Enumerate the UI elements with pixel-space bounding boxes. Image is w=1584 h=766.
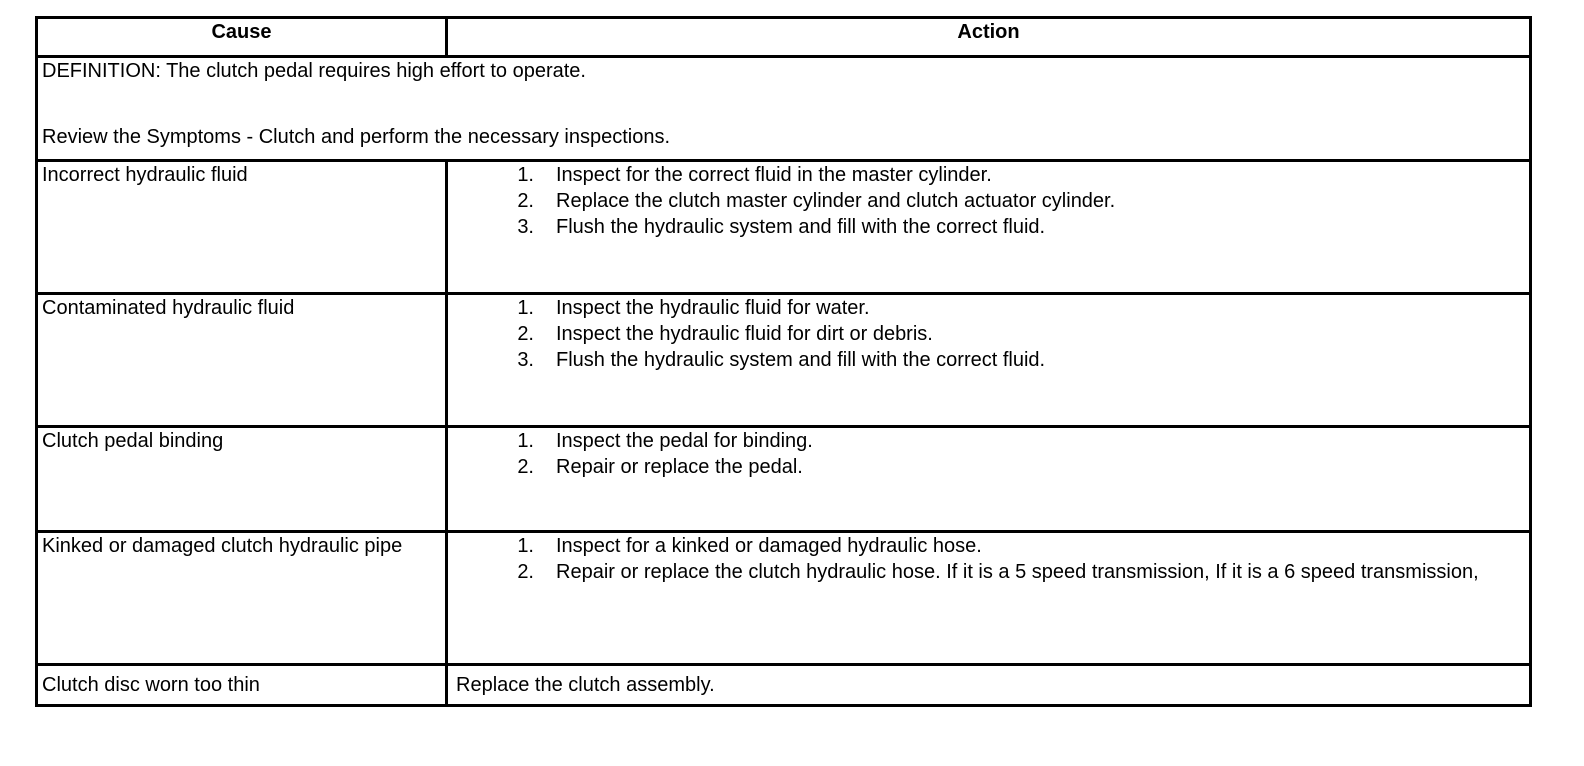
table-row xyxy=(37,294,1531,427)
list-item xyxy=(452,347,1525,373)
step-number: 1. xyxy=(517,297,534,319)
step-text: Repair or replace the pedal. xyxy=(556,456,803,478)
action-cell xyxy=(447,161,1531,294)
diagnostic-table xyxy=(35,16,1532,707)
step-number: 3. xyxy=(517,216,534,238)
list-item xyxy=(452,162,1525,188)
action-cell xyxy=(447,665,1531,706)
table-row xyxy=(37,427,1531,532)
table-row xyxy=(37,665,1531,706)
header-row xyxy=(37,18,1531,57)
review-text: Review the Symptoms - Clutch and perform the necessary inspections. xyxy=(42,126,671,148)
step-list xyxy=(452,162,1525,240)
definition-cell xyxy=(37,57,1531,161)
list-item xyxy=(452,321,1525,347)
step-text: Inspect for the correct fluid in the master cylinder. xyxy=(556,164,992,186)
definition-text: DEFINITION: The clutch pedal requires high effort to operate. xyxy=(42,60,586,82)
step-number: 2. xyxy=(517,561,534,583)
list-item xyxy=(452,454,1525,480)
step-number: 1. xyxy=(517,164,534,186)
step-list xyxy=(452,428,1525,480)
action-header: Action xyxy=(447,18,1531,57)
step-number: 2. xyxy=(517,323,534,345)
step-number: 1. xyxy=(517,535,534,557)
step-text: Flush the hydraulic system and fill with the correct fluid. xyxy=(556,349,1046,371)
list-item xyxy=(452,559,1525,585)
step-number: 2. xyxy=(517,190,534,212)
step-number: 3. xyxy=(517,349,534,371)
step-list xyxy=(452,533,1525,585)
step-list xyxy=(452,295,1525,373)
action-cell xyxy=(447,532,1531,665)
action-text: Replace the clutch assembly. xyxy=(456,674,715,696)
list-item xyxy=(452,533,1525,559)
cause-cell: Clutch pedal binding xyxy=(37,427,447,532)
definition-row xyxy=(37,57,1531,161)
cause-cell: Clutch disc worn too thin xyxy=(37,665,447,706)
table-row xyxy=(37,161,1531,294)
step-number: 1. xyxy=(517,430,534,452)
step-text: Inspect for a kinked or damaged hydraulic hose. xyxy=(556,535,982,557)
step-text: Replace the clutch master cylinder and clutch actuator cylinder. xyxy=(556,190,1116,212)
step-number: 2. xyxy=(517,456,534,478)
action-cell xyxy=(447,427,1531,532)
cause-cell: Kinked or damaged clutch hydraulic pipe xyxy=(37,532,447,665)
list-item xyxy=(452,428,1525,454)
step-text: Flush the hydraulic system and fill with the correct fluid. xyxy=(556,216,1046,238)
action-cell xyxy=(447,294,1531,427)
step-text: Repair or replace the clutch hydraulic hose. If it is a 5 speed transmission, If it is a 6 speed transmission, xyxy=(556,561,1479,583)
cause-cell: Incorrect hydraulic fluid xyxy=(37,161,447,294)
list-item xyxy=(452,295,1525,321)
list-item xyxy=(452,188,1525,214)
step-text: Inspect the pedal for binding. xyxy=(556,430,813,452)
step-text: Inspect the hydraulic fluid for water. xyxy=(556,297,870,319)
cause-cell: Contaminated hydraulic fluid xyxy=(37,294,447,427)
step-text: Inspect the hydraulic fluid for dirt or debris. xyxy=(556,323,933,345)
table-row xyxy=(37,532,1531,665)
list-item xyxy=(452,214,1525,240)
cause-header: Cause xyxy=(37,18,447,57)
